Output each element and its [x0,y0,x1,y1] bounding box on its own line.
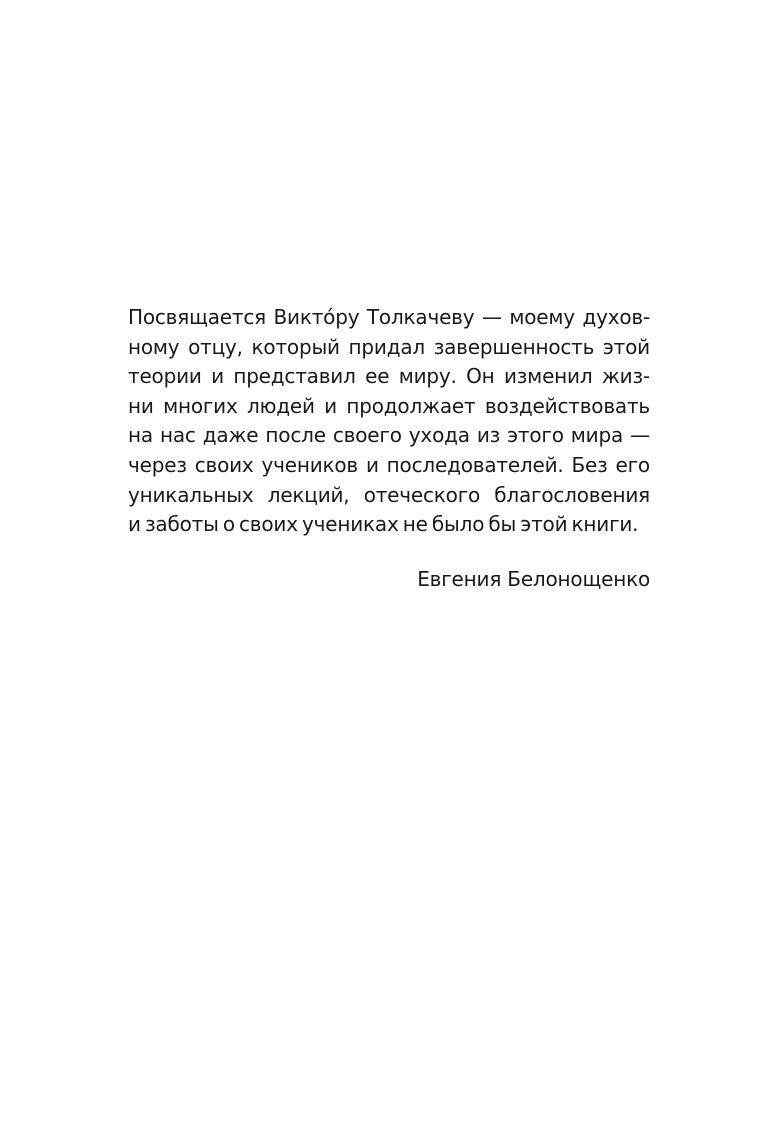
word: благословения [494,482,650,507]
word: — [630,423,650,448]
word: его [615,452,650,477]
dedication-text [128,303,650,540]
word: изменил [503,364,593,389]
word: на [128,423,153,448]
word: Викто́ру [273,305,360,329]
word: и [365,452,379,477]
word: завершенность [433,334,595,359]
dedication-line [128,392,650,422]
word: уникальных [128,482,254,507]
word: представил [233,364,356,389]
word: ухода [408,423,470,448]
author-signature: Евгения Белонощенко [417,567,650,591]
word: из [476,423,501,448]
word: этой [602,334,650,359]
word: людей [247,393,315,418]
word: продолжает [346,393,476,418]
dedication-line-last: и заботы о своих учениках не было бы этой книги. [128,512,639,537]
word: и [324,393,337,418]
word: придал [348,334,425,359]
dedication-line [128,333,650,363]
word: мира [570,423,624,448]
word: через [128,452,187,477]
word: Толкачеву [366,305,475,329]
word: после [265,423,326,448]
dedication-line [128,421,650,451]
word: жиз- [601,364,650,389]
word: духов- [582,305,650,329]
word: даже [202,423,259,448]
word: лекций, [267,482,350,507]
word: и [211,364,224,389]
word: последователей. [386,452,564,477]
word: своих [194,452,254,477]
word: миру. [398,364,457,389]
word: воздействовать [484,393,650,418]
dedication-line [128,362,650,392]
word: Без [571,452,608,477]
word: нас [159,423,196,448]
word: теории [128,364,202,389]
dedication-line [128,481,650,511]
word: отеческого [363,482,481,507]
word: своего [332,423,402,448]
word: ному [128,334,180,359]
word: ее [365,364,390,389]
word: Он [466,364,495,389]
word: этого [507,423,564,448]
word: отцу, [188,334,243,359]
word: — [481,305,502,329]
word: который [251,334,340,359]
word: Посвящается [128,305,266,329]
word: учеников [261,452,359,477]
dedication-line [128,303,650,333]
dedication-line [128,451,650,481]
word: ни [128,393,154,418]
word: многих [163,393,238,418]
word: моему [509,305,575,329]
